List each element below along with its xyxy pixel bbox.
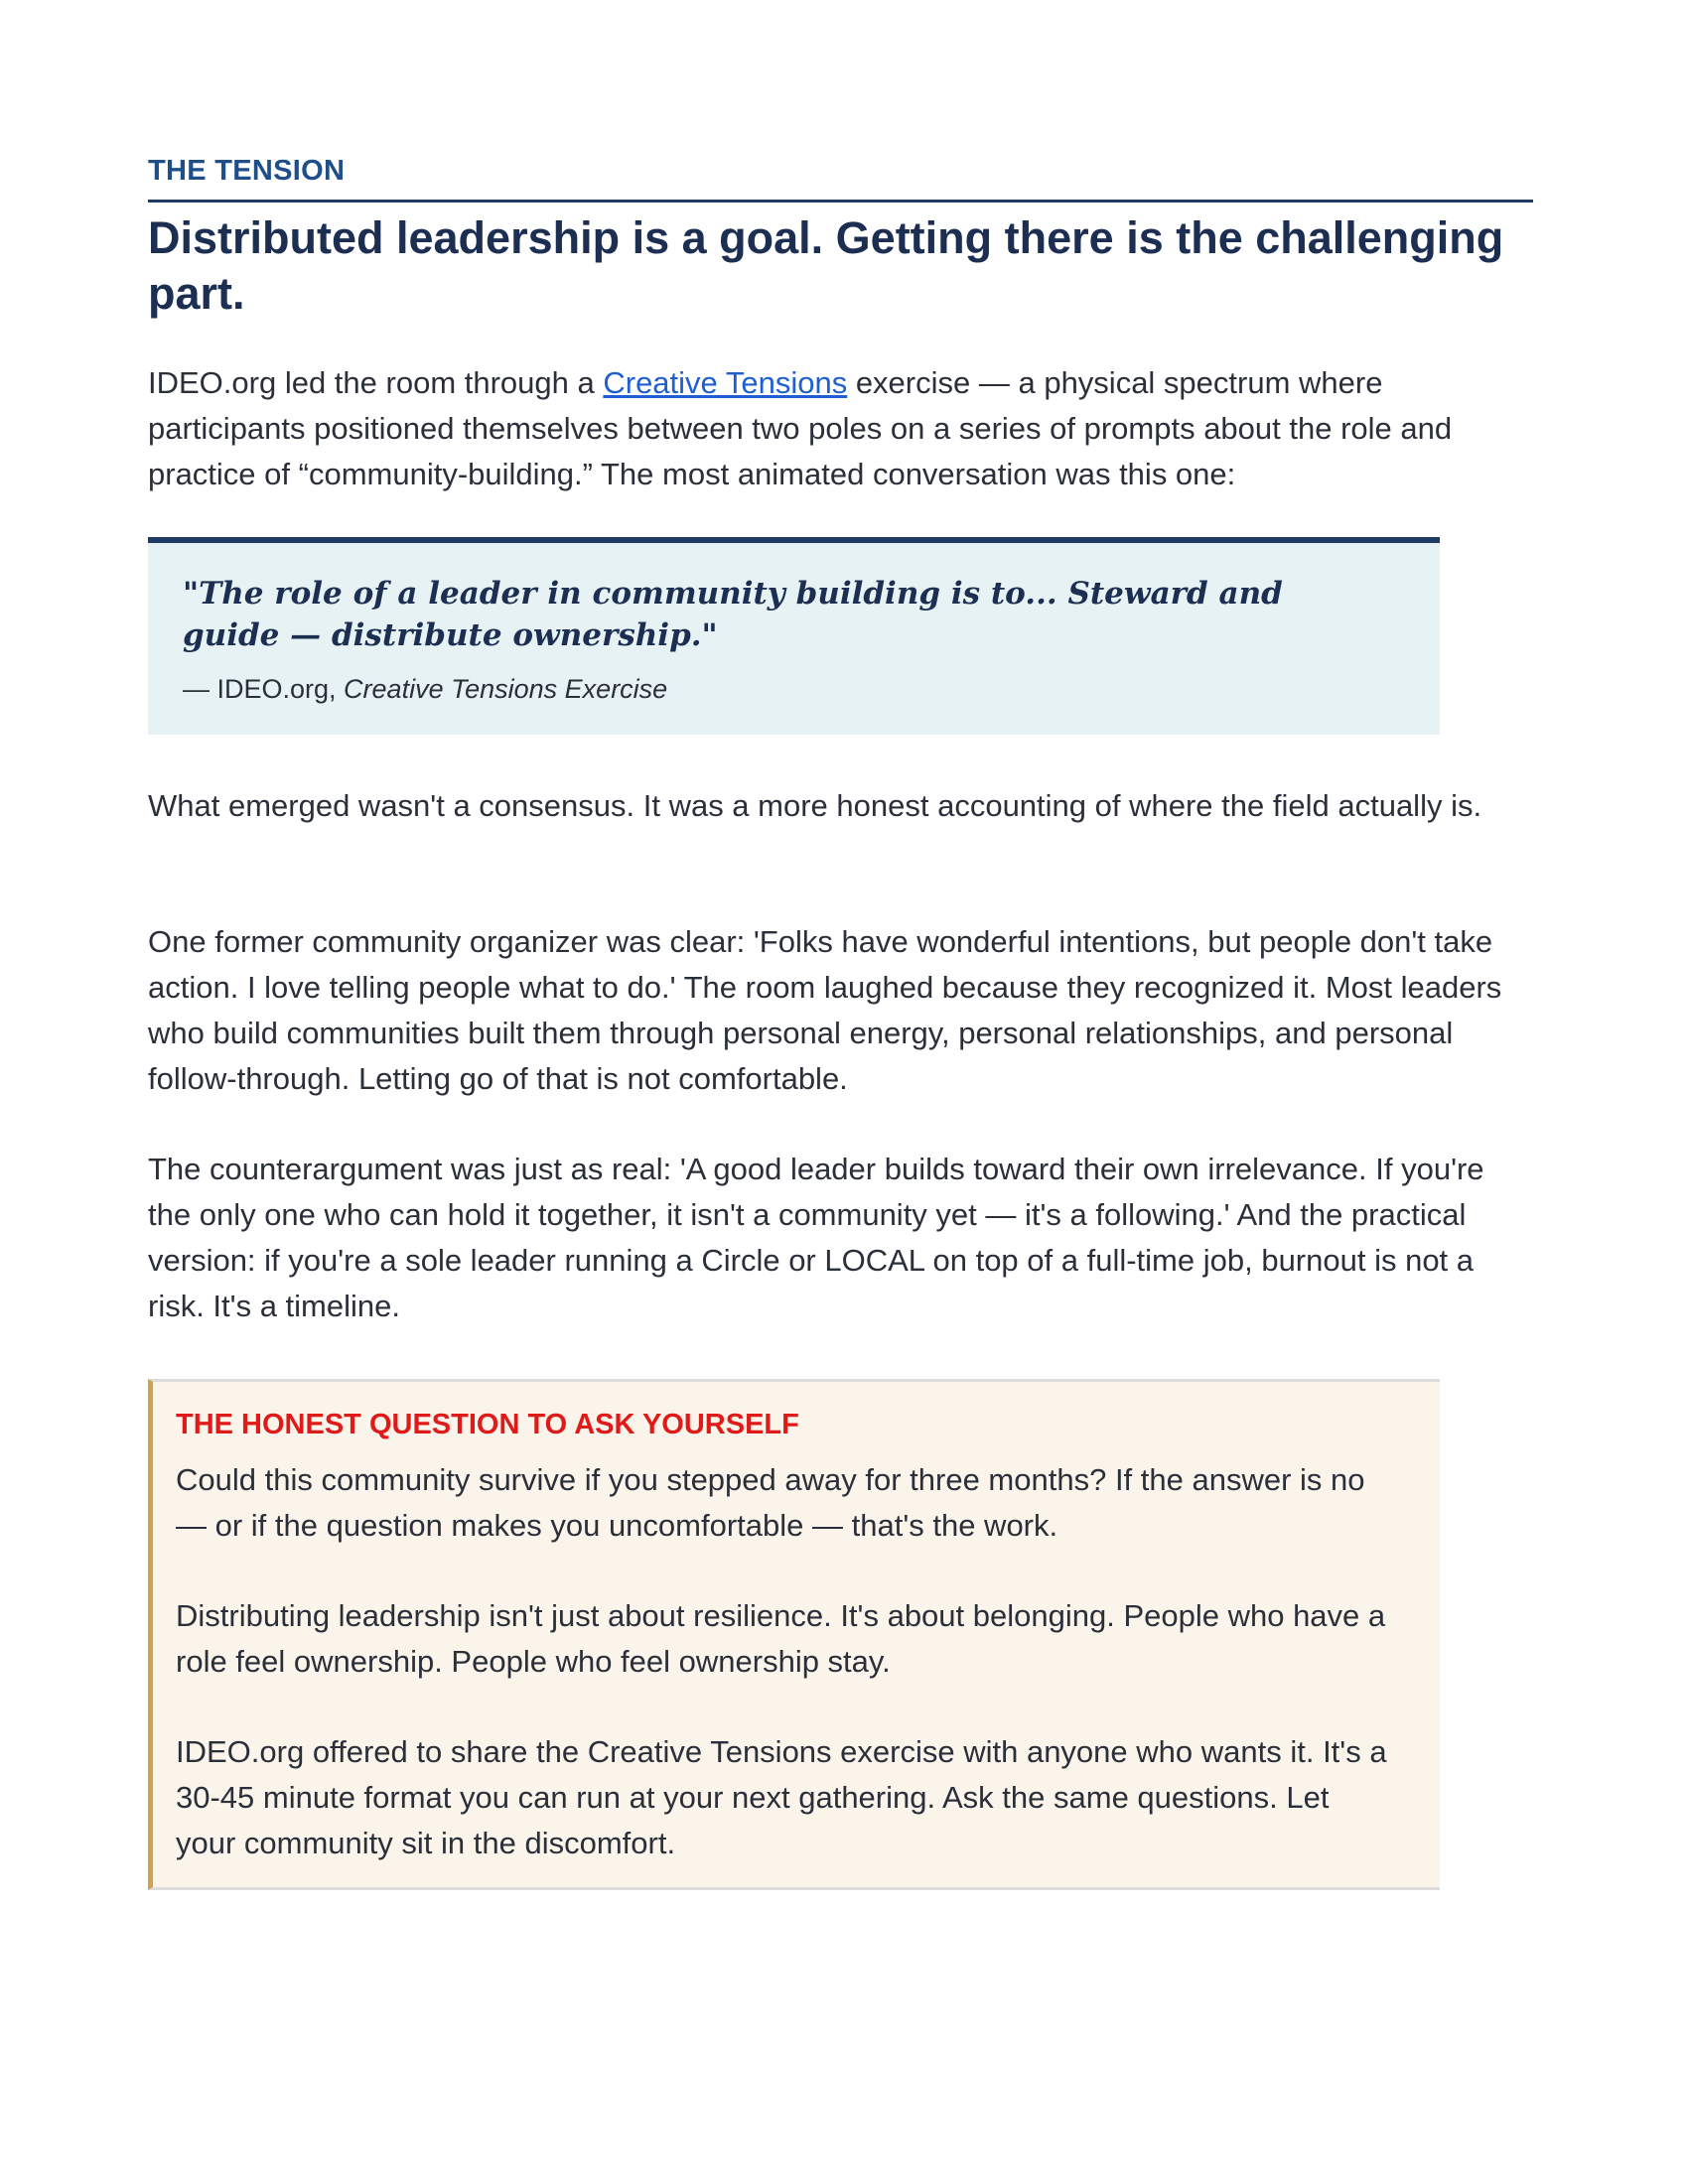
callout-paragraph-3: IDEO.org offered to share the Creative Tensions exercise with anyone who wants it. It's a 30-45 minute format you can run at your next gathering. Ask the same questions. Let your community sit in the discomfort. <box>176 1734 1387 1860</box>
body-paragraph-1: What emerged wasn't a consensus. It was a more honest accounting of where the field actually is. <box>148 788 1482 823</box>
callout-box <box>148 1379 1440 1890</box>
callout-paragraph-2: Distributing leadership isn't just about resilience. It's about belonging. People who have a role feel ownership. People who feel ownership stay. <box>176 1598 1386 1679</box>
section-eyebrow: THE TENSION <box>148 155 346 187</box>
quote-text: "The role of a leader in community building is to... Steward and guide — distribute ownership." <box>183 576 1283 653</box>
callout-label: THE HONEST QUESTION TO ASK YOURSELF <box>176 1409 799 1440</box>
intro-text-after: exercise — a physical spectrum where participants positioned themselves between two poles on a series of prompts about the role and practice of “community-building.” The most animated conversation was this one: <box>148 365 1453 491</box>
header-divider <box>148 200 1533 203</box>
body-paragraph-2: One former community organizer was clear: 'Folks have wonderful intentions, but people don't take action. I love telling people what to do.' The room laughed because they recognized it. Most leaders who build communities built them through personal energy, personal relationships, and personal follow-through. Letting go of that is not comfortable. <box>148 924 1502 1096</box>
pull-quote <box>148 537 1440 735</box>
page-title: Distributed leadership is a goal. Getting there is the challenging part. <box>148 212 1504 319</box>
intro-text-before: IDEO.org led the room through a <box>148 365 604 400</box>
quote-attribution-source: Creative Tensions Exercise <box>344 674 668 704</box>
quote-attribution-prefix: — IDEO.org, <box>183 674 345 704</box>
creative-tensions-link[interactable]: Creative Tensions <box>603 365 848 400</box>
intro-paragraph <box>148 360 1533 497</box>
quote-attribution <box>183 674 667 705</box>
callout-paragraph-1: Could this community survive if you stepped away for three months? If the answer is no — or if the question makes you uncomfortable — that's the work. <box>176 1462 1365 1543</box>
body-paragraph-3: The counterargument was just as real: 'A good leader builds toward their own irrelevance. If you're the only one who can hold it together, it isn't a community yet — it's a following.' And the practical version: if you're a sole leader running a Circle or LOCAL on top of a full-time job, burnout is not a risk. It's a timeline. <box>148 1152 1484 1323</box>
